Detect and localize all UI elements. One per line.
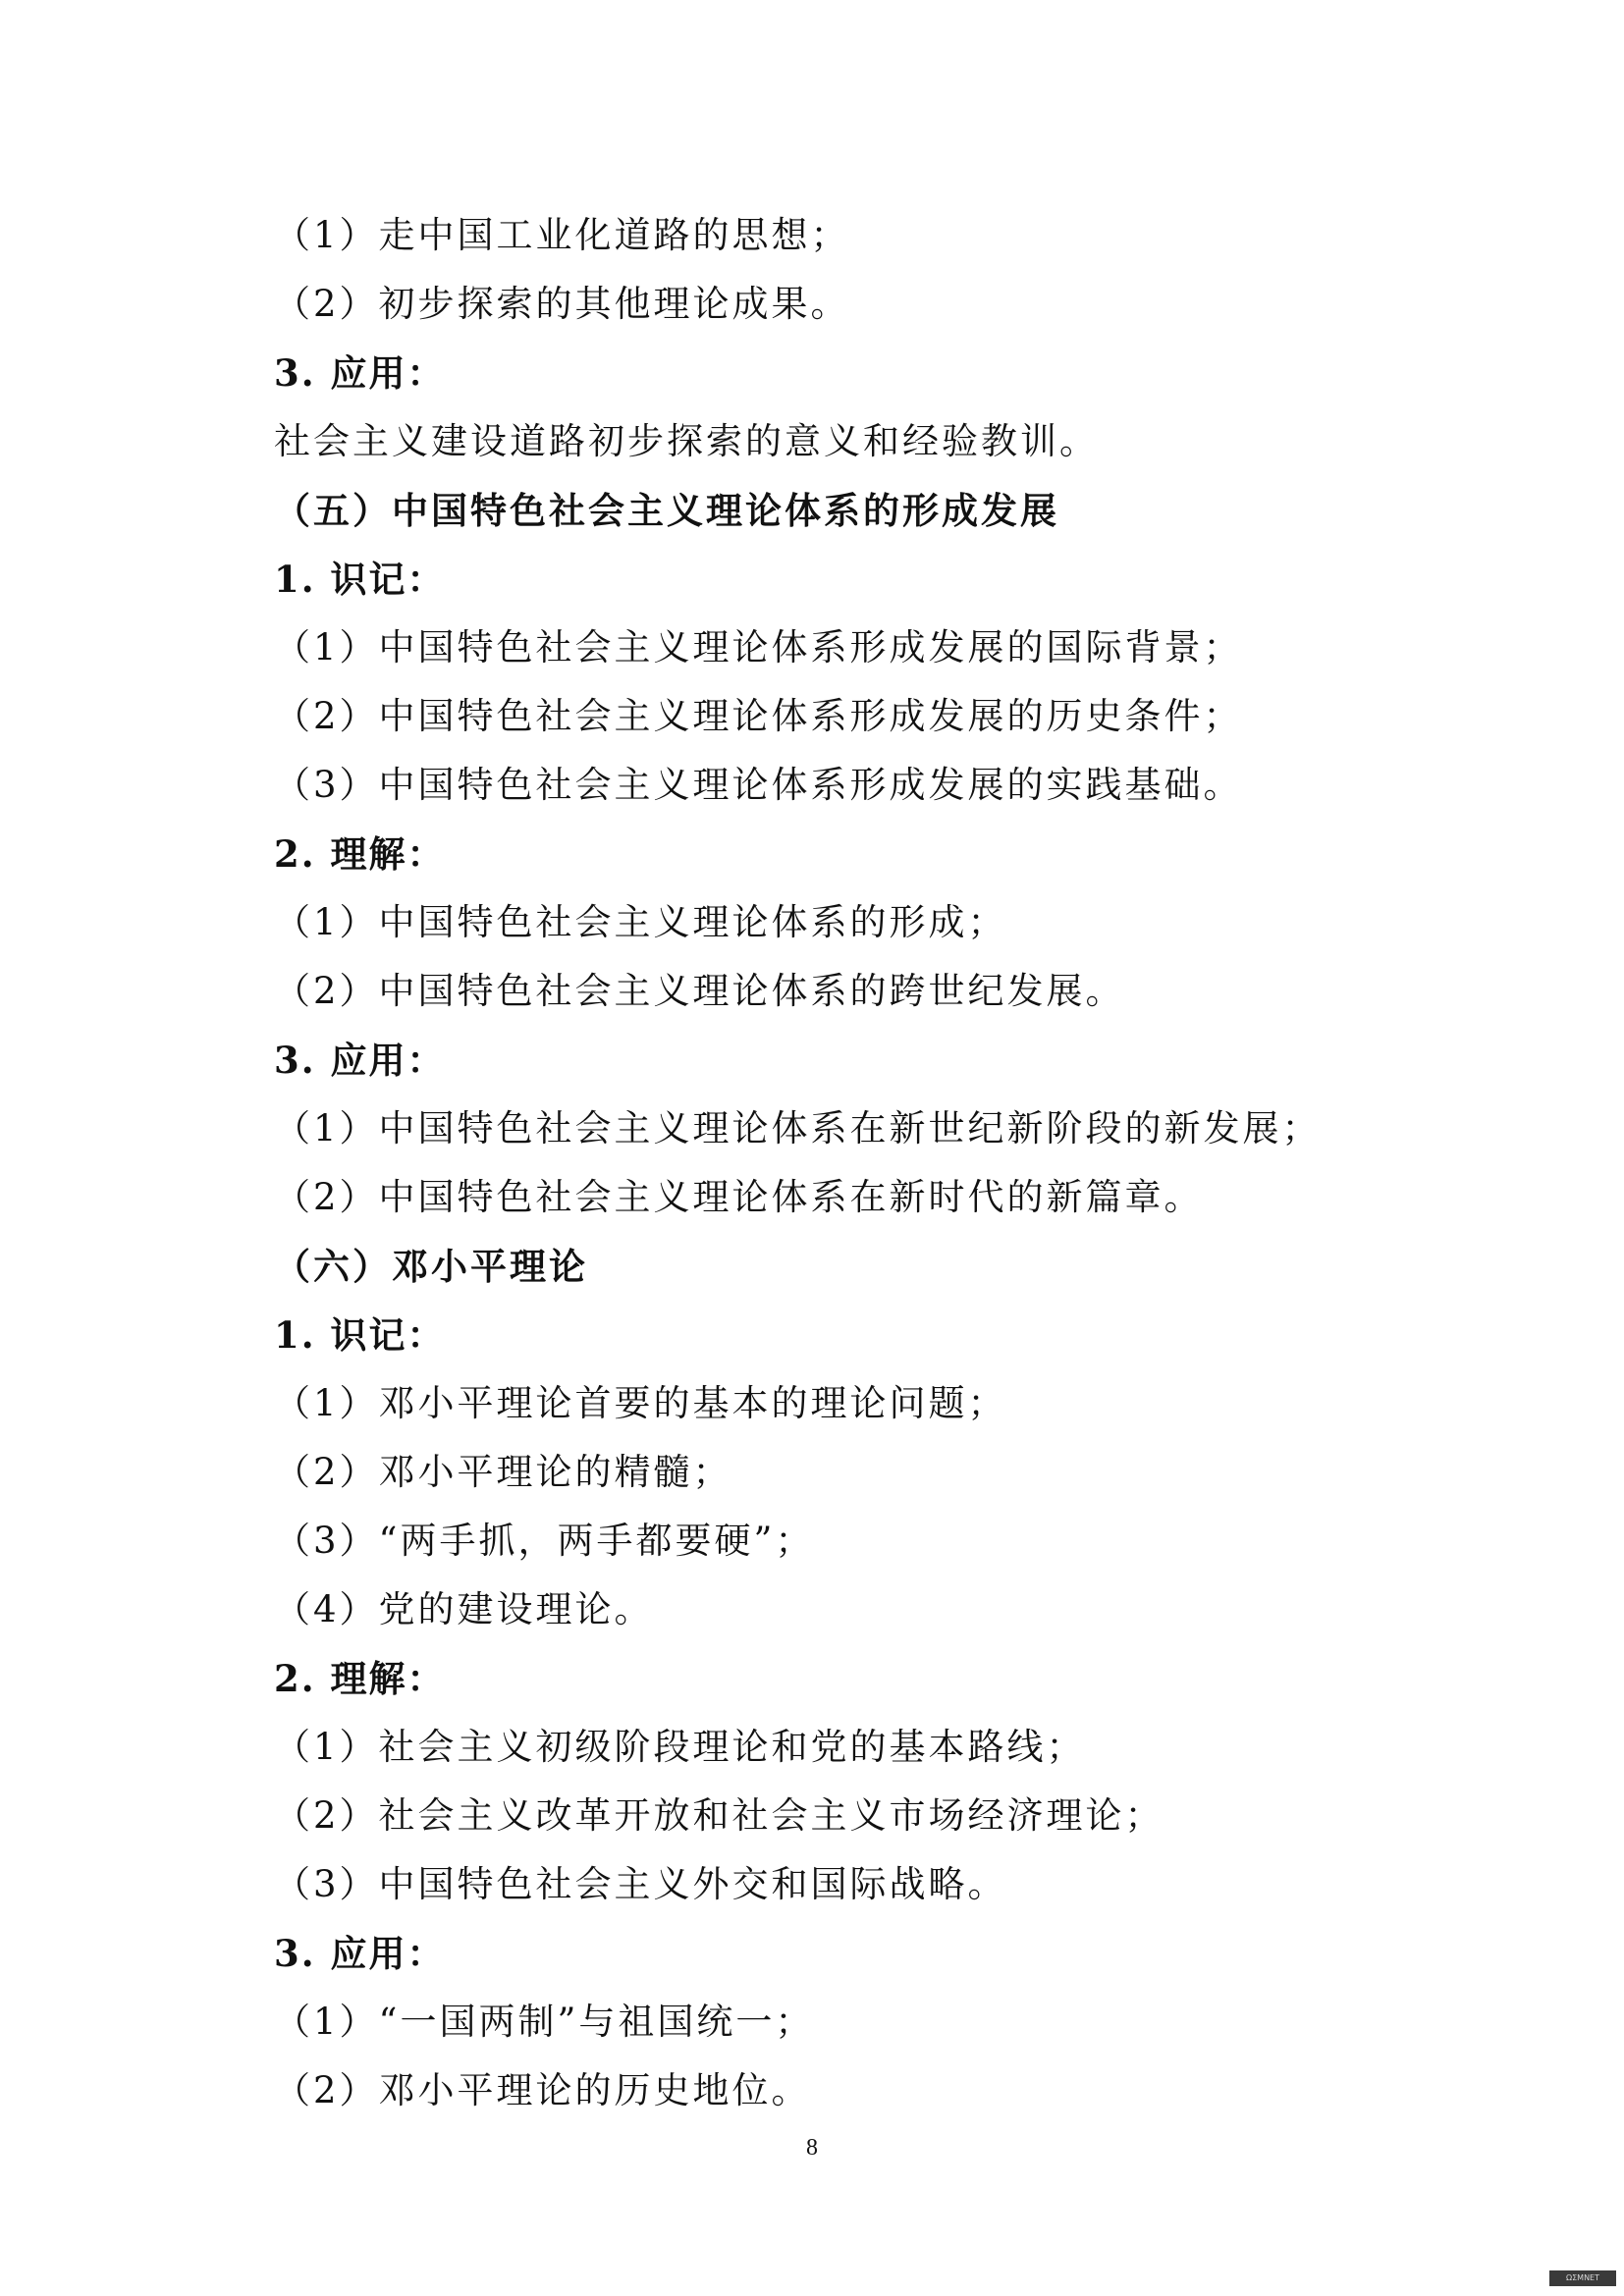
list-item: （2）初步探索的其他理论成果。 [274,283,850,325]
list-item: （1）邓小平理论首要的基本的理论问题； [274,1382,1007,1424]
paragraph: 社会主义建设道路初步探索的意义和经验教训。 [274,420,1099,462]
list-item: （2）中国特色社会主义理论体系形成发展的历史条件； [274,695,1243,737]
page-number: 8 [806,2135,818,2161]
list-item: （3）“两手抓，两手都要硬”； [274,1520,815,1562]
list-item: （2）邓小平理论的历史地位。 [274,2069,811,2111]
list-item: （2）中国特色社会主义理论体系的跨世纪发展。 [274,970,1125,1012]
list-item: （3）中国特色社会主义理论体系形成发展的实践基础。 [274,764,1243,806]
subsection-heading: 3. 应用： [274,1039,446,1082]
list-item: （1）中国特色社会主义理论体系形成发展的国际背景； [274,626,1243,668]
list-item: （1）中国特色社会主义理论体系在新世纪新阶段的新发展； [274,1107,1322,1149]
subsection-heading: 2. 理解： [274,1657,446,1700]
subsection-heading: 3. 应用： [274,351,446,395]
subsection-heading: 2. 理解： [274,832,446,876]
section-heading: （六）邓小平理论 [274,1245,588,1288]
list-item: （3）中国特色社会主义外交和国际战略。 [274,1863,1007,1905]
subsection-heading: 3. 应用： [274,1932,446,1975]
watermark-logo: ΩΣΜΝΕΤ [1549,2270,1616,2286]
list-item: （4）党的建设理论。 [274,1588,654,1630]
list-item: （2）邓小平理论的精髓； [274,1451,732,1493]
list-item: （2）中国特色社会主义理论体系在新时代的新篇章。 [274,1176,1204,1218]
list-item: （2）社会主义改革开放和社会主义市场经济理论； [274,1794,1164,1837]
list-item: （1）中国特色社会主义理论体系的形成； [274,901,1007,943]
section-heading: （五）中国特色社会主义理论体系的形成发展 [274,489,1059,532]
subsection-heading: 1. 识记： [274,558,446,601]
list-item: （1）社会主义初级阶段理论和党的基本路线； [274,1726,1086,1768]
list-item: （1）走中国工业化道路的思想； [274,214,850,256]
list-item: （1）“一国两制”与祖国统一； [274,2001,815,2043]
subsection-heading: 1. 识记： [274,1313,446,1357]
